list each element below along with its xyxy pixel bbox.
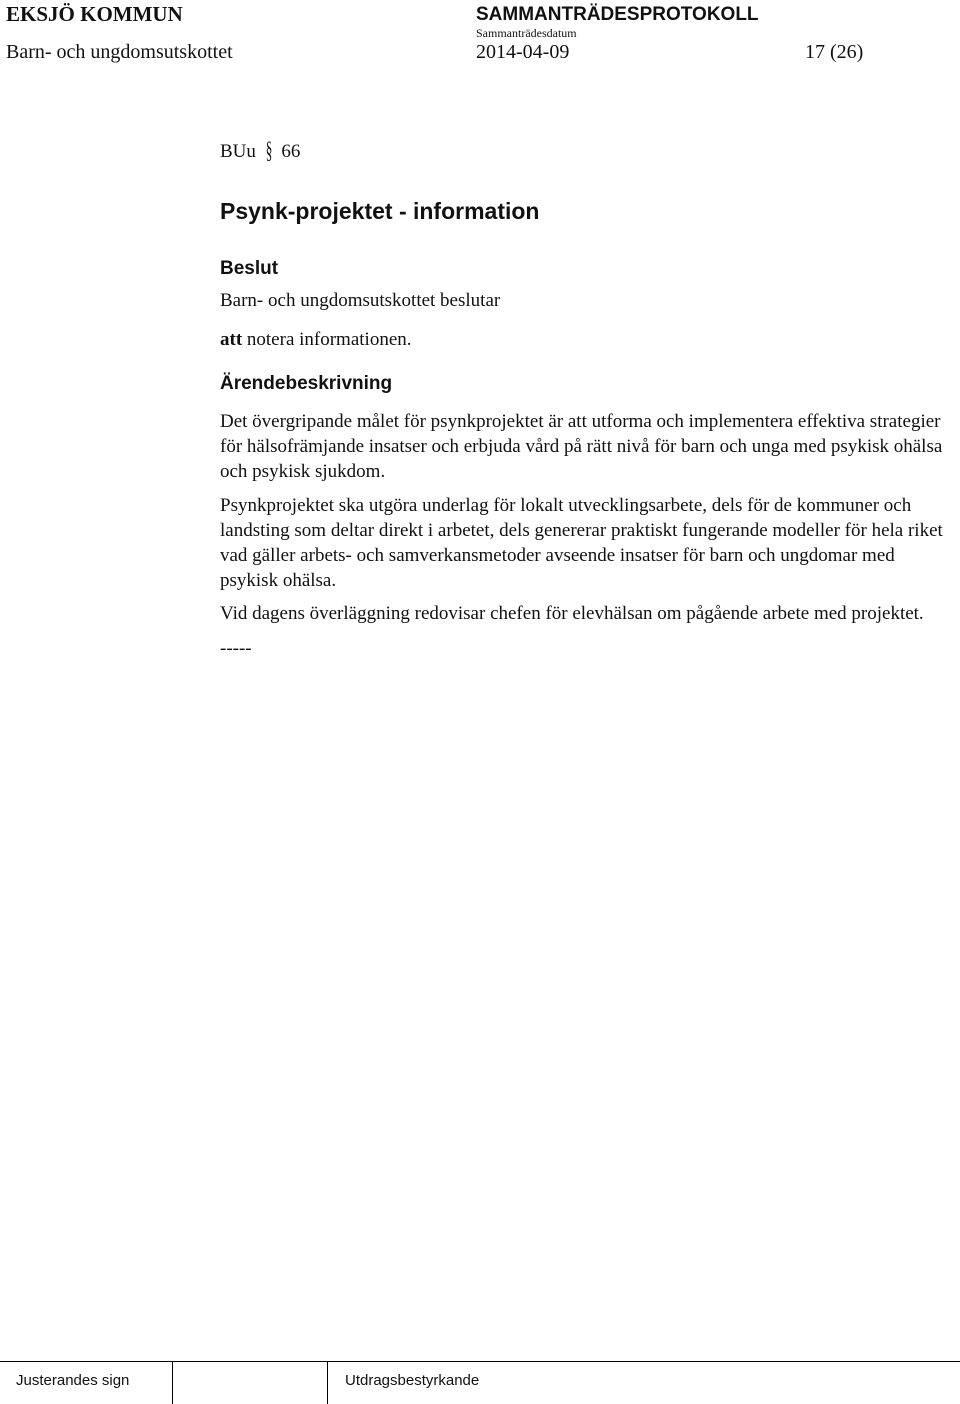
footer-divider: [0, 1361, 960, 1362]
paragraph-sign: §: [265, 138, 272, 164]
section-reference: [220, 137, 945, 164]
footer-column-divider: [327, 1361, 328, 1404]
signature-label: Justerandes sign: [16, 1372, 130, 1389]
att-text: notera informationen.: [246, 329, 412, 350]
municipality-name: EKSJÖ KOMMUN: [6, 2, 183, 26]
document-body: [220, 137, 945, 661]
committee-name: Barn- och ungdomsutskottet: [6, 41, 233, 63]
page-number: 17 (26): [805, 41, 864, 63]
meeting-date: 2014-04-09: [476, 41, 570, 63]
end-mark: -----: [220, 638, 252, 659]
description-paragraph: Det övergripande målet för psynkprojektet är att utforma och implementera effektiva strategier för hälsofrämjande insatser och erbjuda vård på rätt nivå för barn och unga med psykisk ohälsa och psykisk sjukdom.: [220, 411, 943, 482]
decision-att-clause: [220, 327, 945, 352]
decision-text: Barn- och ungdomsutskottet beslutar: [220, 290, 501, 311]
footer-column-divider: [172, 1361, 173, 1404]
section-ref-number: 66: [281, 141, 301, 162]
description-paragraph: Vid dagens överläggning redovisar chefen för elevhälsan om pågående arbete med projektet.: [220, 603, 924, 624]
description-heading: Ärendebeskrivning: [220, 373, 393, 394]
description-paragraph: Psynkprojektet ska utgöra underlag för lokalt utvecklingsarbete, dels för de kommuner och landsting som deltar direkt i arbetet, dels genererar praktiskt fungerande modeller för hela riket vad gäller arbets- och samverkansmetoder avseende insatser för barn och ungdomar med psykisk ohälsa.: [220, 495, 943, 591]
section-title: Psynk-projektet - information: [220, 198, 540, 224]
protocol-title: SAMMANTRÄDESPROTOKOLL: [476, 4, 759, 25]
certified-copy-label: Utdragsbestyrkande: [345, 1372, 480, 1389]
decision-heading: Beslut: [220, 258, 279, 279]
section-ref-prefix: BUu: [220, 141, 256, 162]
att-word: att: [220, 329, 243, 350]
meeting-date-label: Sammanträdesdatum: [476, 26, 577, 40]
